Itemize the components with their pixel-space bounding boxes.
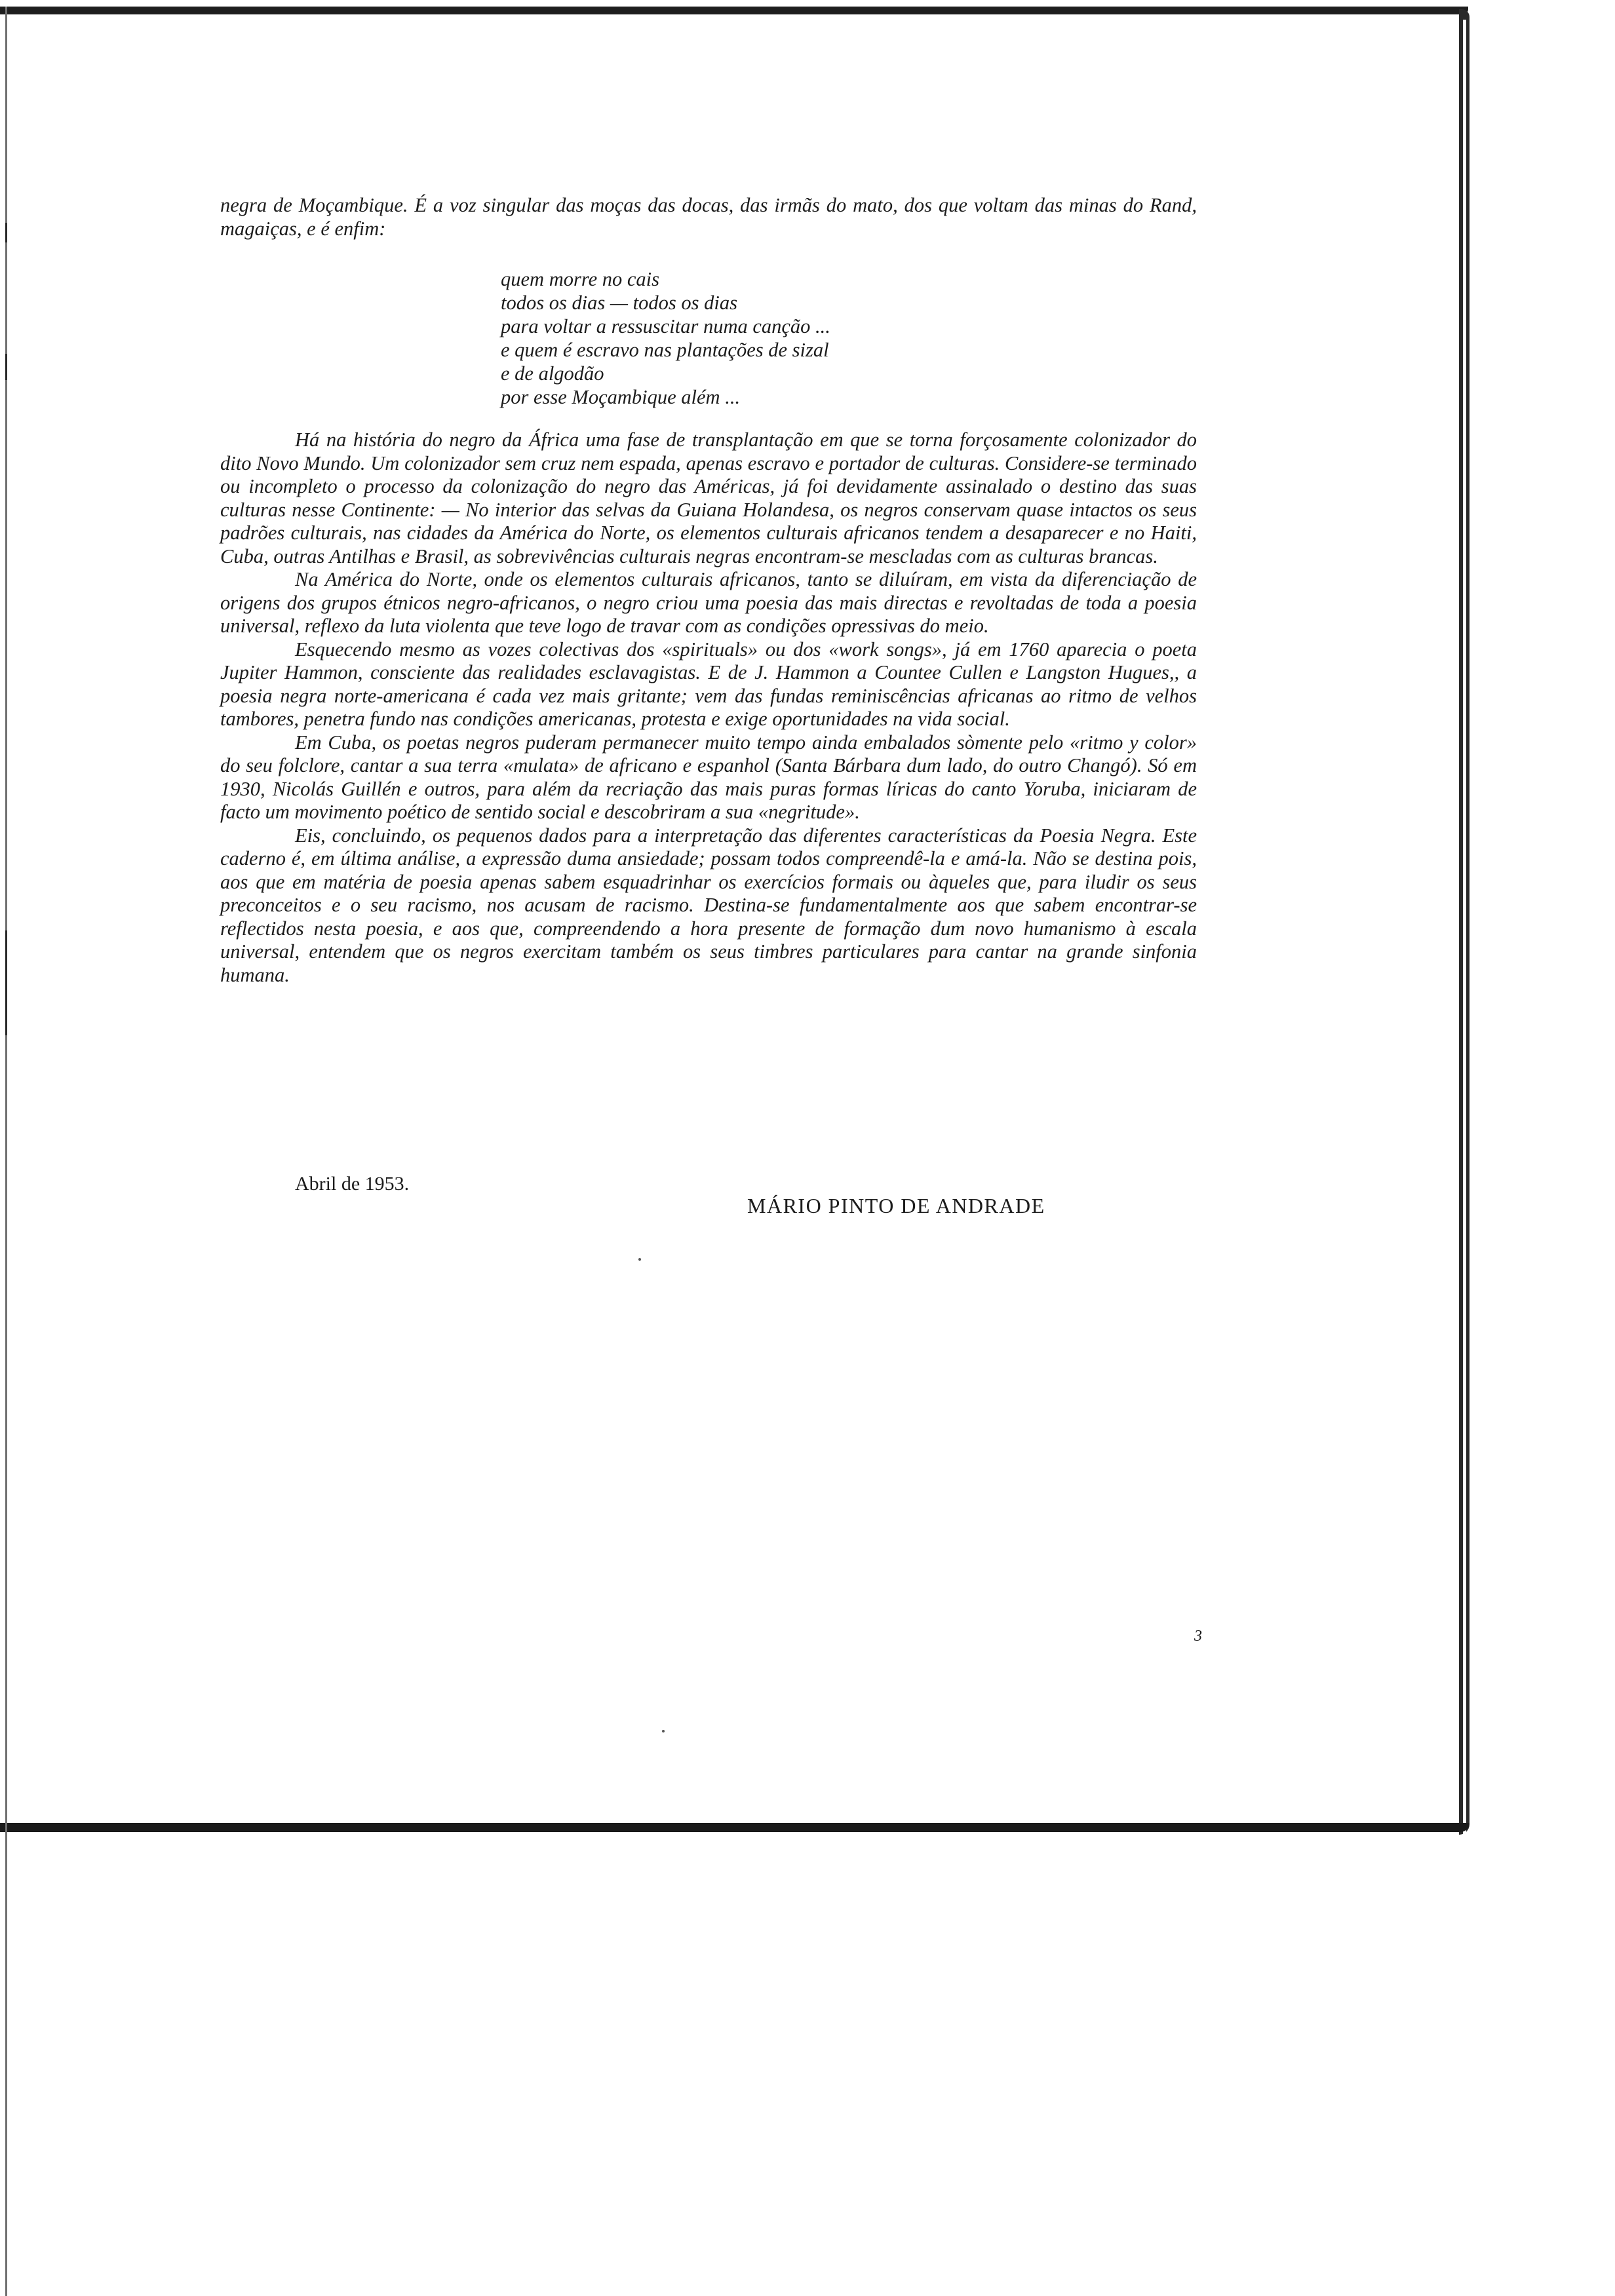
body-text xyxy=(220,429,1197,987)
verse-line: e quem é escravo nas plantações de sizal xyxy=(501,339,829,361)
verse-stanza xyxy=(501,267,960,409)
paragraph: Esquecendo mesmo as vozes colectivas dos «spirituals» ou dos «work songs», já em 1760 aparecia o poeta Jupiter Hammon, consciente das realidades esclavagistas. E de J. Hammon a Countee Cullen e Langston Hugues,, a poesia negra norte-americana é cada vez mais gritante; vem das fundas reminiscências africanas ao ritmo de velhos tambores, penetra fundo nas condições americanas, protesta e exige oportunidades na vida social. xyxy=(220,638,1197,730)
paragraph: Eis, concluindo, os pequenos dados para a interpretação das diferentes características da Poesia Negra. Este caderno é, em última análise, a expressão duma ansiedade; possam todos compreendê-la e amá-la. Não se destina pois, aos que em matéria de poesia apenas sabem esquadrinhar os exercícios formais ou àqueles que, para iludir os seus preconceitos e o seu racismo, nos acusam de racismo. Destina-se fundamentalmente aos que sabem encontrar-se reflectidos nesta poesia, e aos que, compreendendo a hora presente de formação dum novo humanismo à escala universal, entendem que os negros exercitam também os seus timbres particulares para cantar na grande sinfonia humana. xyxy=(220,824,1197,986)
scan-mark xyxy=(5,354,7,380)
page-number: 3 xyxy=(1194,1628,1202,1645)
scan-speck xyxy=(662,1730,665,1732)
scan-mark xyxy=(5,930,7,1035)
verse-line: quem morre no cais xyxy=(501,268,659,290)
scan-mark xyxy=(5,223,7,242)
paragraph: Há na história do negro da África uma fase de transplantação em que se torna forçosamente colonizador do dito Novo Mundo. Um colonizador sem cruz nem espada, apenas escravo e portador de culturas. Considere-se terminado ou incompleto o processo da colonização do negro das Américas, já foi devidamente assinalado o destino das suas culturas nesse Continente: — No interior das selvas da Guiana Holandesa, os negros conservam quase intactos os seus padrões culturais, nas cidades da América do Norte, os elementos culturais africanos tendem a desaparecer e no Haiti, Cuba, outras Antilhas e Brasil, as sobrevivências culturais negras encontram-se mescladas com as culturas brancas. xyxy=(220,429,1197,567)
verse-line: todos os dias — todos os dias xyxy=(501,292,737,314)
scan-speck xyxy=(638,1258,641,1261)
intro-text: negra de Moçambique. É a voz singular das moças das docas, das irmãs do mato, dos que voltam das minas do Rand, magaiças, e é enfim: xyxy=(220,194,1197,240)
verse-line: por esse Moçambique além ... xyxy=(501,386,741,408)
paragraph: Em Cuba, os poetas negros puderam permanecer muito tempo ainda embalados sòmente pelo «ritmo y color» do seu folclore, cantar a sua terra «mulata» de africano e espanhol (Santa Bárbara dum lado, do outro Changó). Só em 1930, Nicolás Guillén e outros, para além da recriação das mais puras formas líricas do canto Yoruba, iniciaram de facto um movimento poético de sentido social e descobriram a sua «negritude». xyxy=(220,731,1197,823)
page-border-right-inner xyxy=(1463,20,1466,1835)
page-border-left xyxy=(5,7,7,2296)
verse-line: e de algodão xyxy=(501,362,604,385)
verse-line: para voltar a ressuscitar numa canção ... xyxy=(501,315,830,337)
page-border-top xyxy=(0,7,1468,14)
author-signature: MÁRIO PINTO DE ANDRADE xyxy=(747,1194,1045,1217)
paragraph: Na América do Norte, onde os elementos culturais africanos, tanto se diluíram, em vista da diferenciação de origens dos grupos étnicos negro-africanos, o negro criou uma poesia das mais directas e revoltadas de toda a poesia universal, reflexo da luta violenta que teve logo de travar com as condições opressivas do meio. xyxy=(220,568,1197,637)
date: Abril de 1953. xyxy=(295,1173,410,1195)
page-border-bottom xyxy=(0,1823,1469,1832)
